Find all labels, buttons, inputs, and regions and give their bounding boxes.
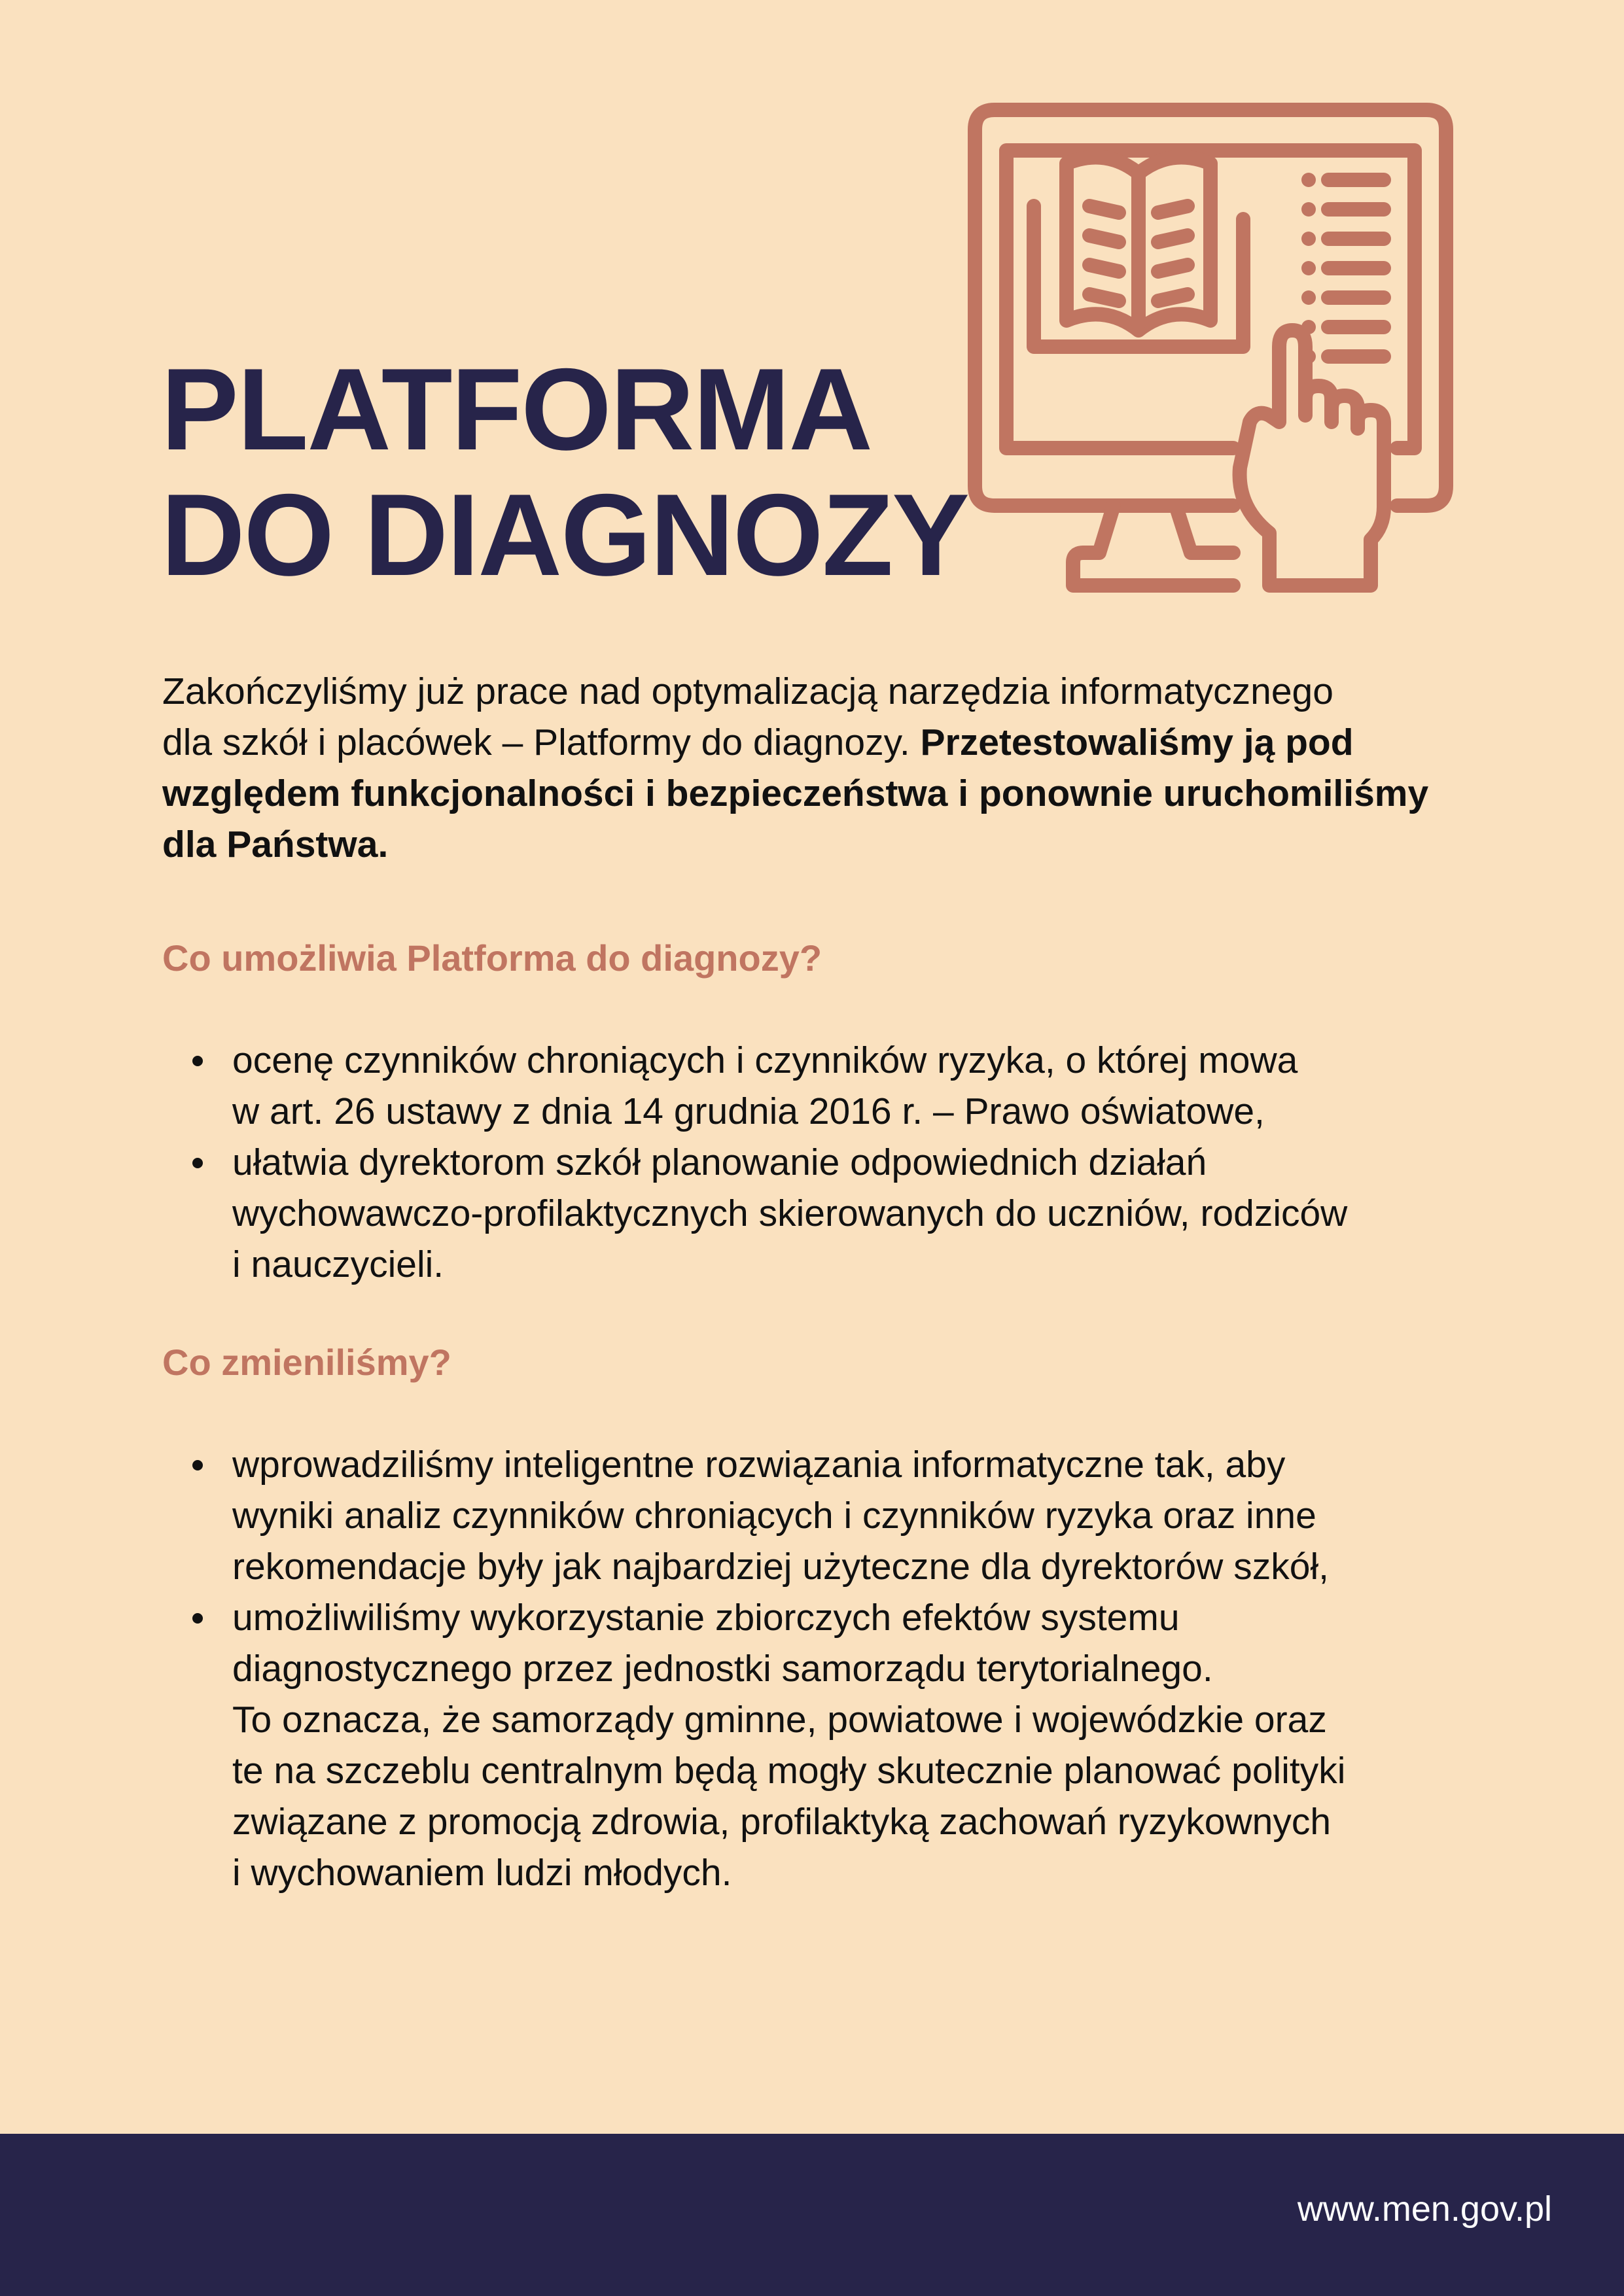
intro-line-3: względem funkcjonalności i bezpieczeństwa i ponownie uruchomiliśmy [162, 773, 1429, 814]
intro-line-2 [162, 717, 1484, 768]
list-item-line: umożliwiliśmy wykorzystanie zbiorczych efektów systemu [232, 1597, 1180, 1639]
list-item-line: wychowawczo-profilaktycznych skierowanych do uczniów, rodziców [232, 1192, 1348, 1234]
list-item-line: diagnostycznego przez jednostki samorządu terytorialnego. [232, 1648, 1213, 1690]
title-line-1: PLATFORMA [161, 344, 872, 474]
bullet-icon [192, 1056, 203, 1066]
list-item-line: i nauczycieli. [232, 1244, 444, 1285]
page-title [161, 344, 968, 600]
list-item-line: wyniki analiz czynników chroniących i czynników ryzyka oraz inne [232, 1495, 1316, 1537]
list-item [162, 1137, 1504, 1290]
footer-website-link[interactable]: www.men.gov.pl [1297, 2189, 1552, 2229]
list-item-line: rekomendacje były jak najbardziej użyteczne dla dyrektorów szkół, [232, 1546, 1329, 1588]
list-item-line: w art. 26 ustawy z dnia 14 grudnia 2016 r. – Prawo oświatowe, [232, 1090, 1265, 1132]
list-item-line: ocenę czynników chroniących i czynników ryzyka, o której mowa [232, 1039, 1298, 1081]
section-heading-changes: Co zmieniliśmy? [162, 1342, 451, 1383]
list-item-line: te na szczeblu centralnym będą mogły skutecznie planować polityki [232, 1750, 1346, 1792]
list-item-line: wprowadziliśmy inteligentne rozwiązania informatyczne tak, aby [232, 1444, 1286, 1486]
bullet-icon [192, 1613, 203, 1624]
intro-paragraph [162, 666, 1484, 870]
intro-line-2-normal: dla szkół i placówek – Platformy do diagnozy. [162, 722, 921, 763]
list-item [162, 1592, 1504, 1898]
list-item [162, 1439, 1504, 1592]
section-heading-capabilities: Co umożliwia Platforma do diagnozy? [162, 937, 822, 979]
capabilities-list [162, 1035, 1504, 1290]
intro-line-4: dla Państwa. [162, 824, 389, 865]
intro-line-1: Zakończyliśmy już prace nad optymalizacją narzędzia informatycznego [162, 670, 1333, 712]
computer-monitor-book-hand-pointer-icon [962, 101, 1466, 605]
bullet-icon [192, 1460, 203, 1470]
list-item [162, 1035, 1504, 1137]
bullet-icon [192, 1158, 203, 1168]
title-line-2: DO DIAGNOZY [161, 470, 968, 600]
footer-bar [0, 2134, 1624, 2296]
list-item-line: związane z promocją zdrowia, profilaktyką zachowań ryzykownych [232, 1801, 1332, 1843]
intro-line-2-bold: Przetestowaliśmy ją pod [920, 722, 1354, 763]
changes-list [162, 1439, 1504, 1898]
list-item-line: To oznacza, że samorządy gminne, powiatowe i wojewódzkie oraz [232, 1699, 1327, 1741]
list-item-line: i wychowaniem ludzi młodych. [232, 1852, 732, 1894]
list-item-line: ułatwia dyrektorom szkół planowanie odpowiednich działań [232, 1141, 1207, 1183]
